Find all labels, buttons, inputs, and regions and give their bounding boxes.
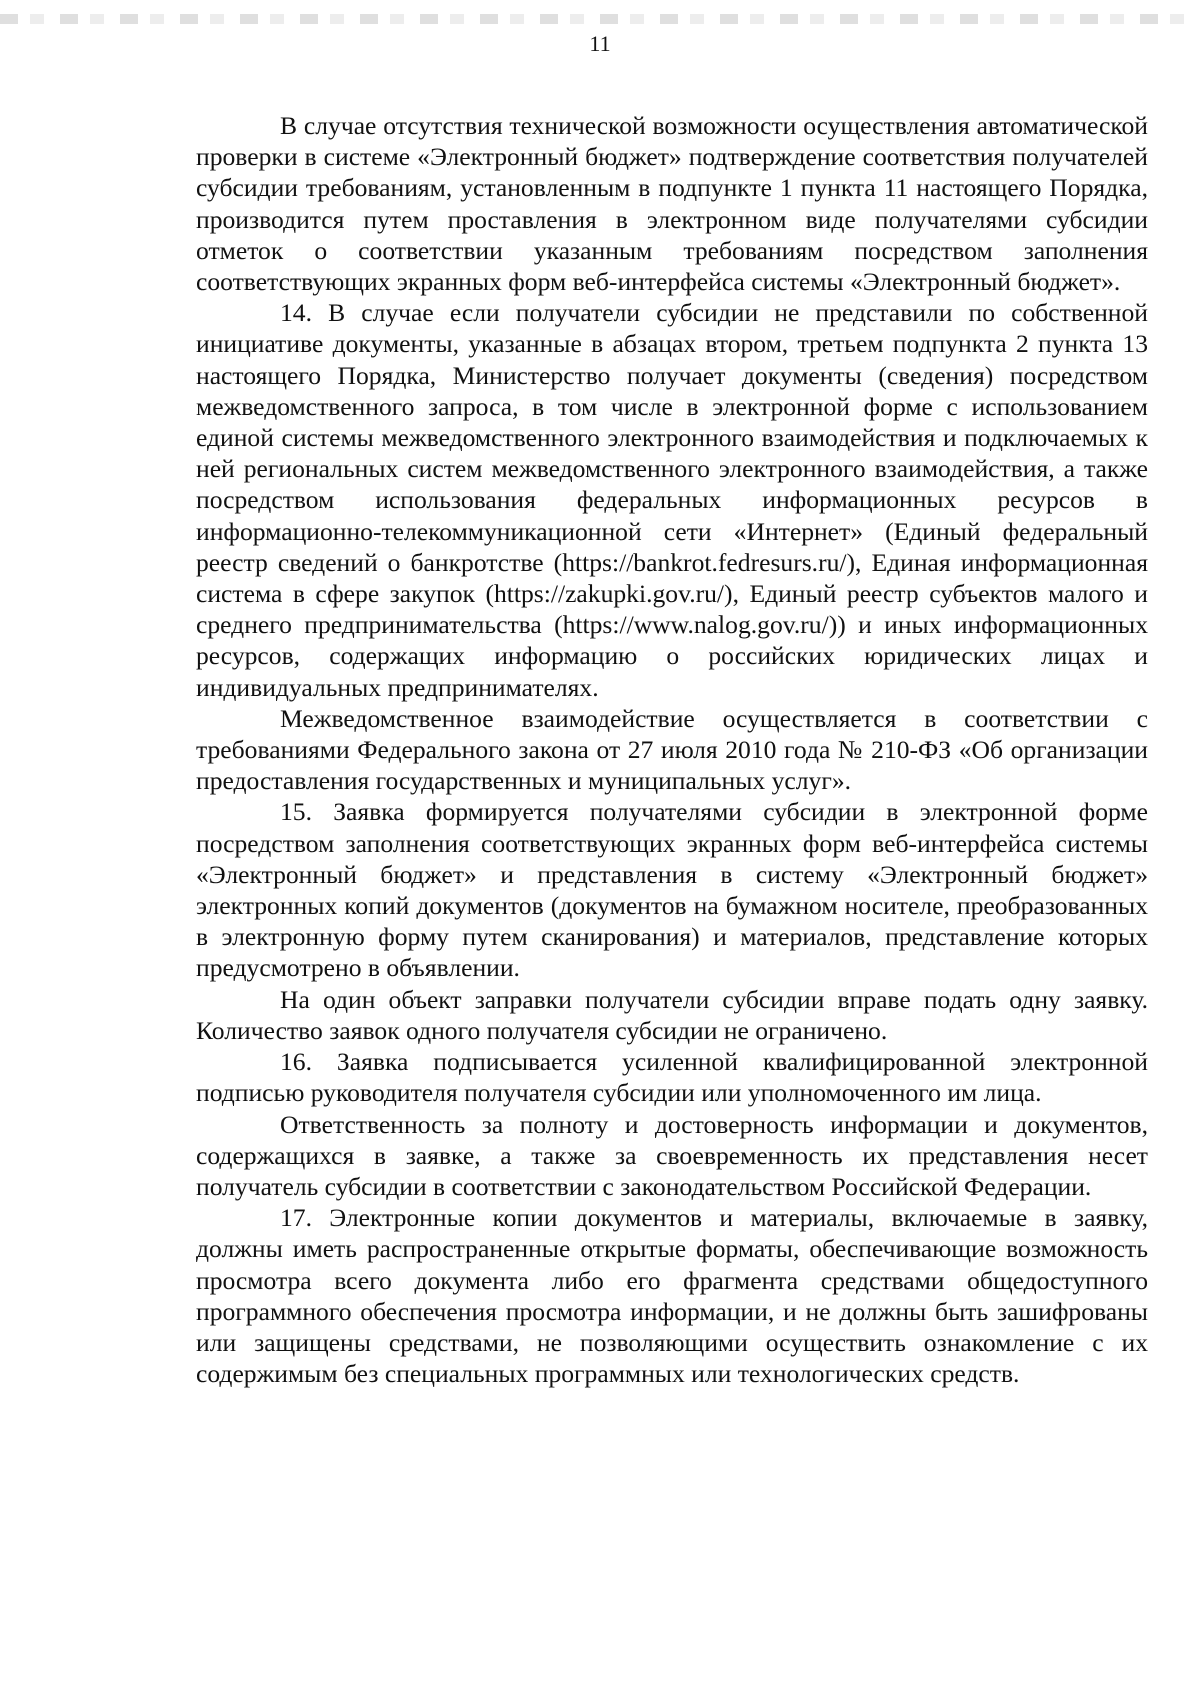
paragraph-16-signature: 16. Заявка подписывается усиленной квалифицированной электронной подписью руководителя получателя субсидии или уполномоченного им лица. — [196, 1047, 1148, 1108]
paragraph-17-file-formats: 17. Электронные копии документов и материалы, включаемые в заявку, должны иметь распространенные открытые форматы, обеспечивающие возможность просмотра всего документа либо его фрагмента средствами общедоступного программного обеспечения просмотра информации, и не должны быть зашифрованы или защищены средствами, не позволяющими осуществить ознакомление с их содержимым без специальных программных или технологических средств. — [196, 1203, 1148, 1389]
scan-edge-artifact — [0, 14, 1200, 24]
paragraph-electronic-budget-check: В случае отсутствия технической возможности осуществления автоматической проверки в системе «Электронный бюджет» подтверждение соответствия получателей субсидии требованиям, установленным в подпункте 1 пункта 11 настоящего Порядка, производится путем проставления в электронном виде получателями субсидии отметок о соответствии указанным требованиям посредством заполнения соответствующих экранных форм веб-интерфейса системы «Электронный бюджет». — [196, 111, 1148, 297]
paragraph-interagency-interaction: Межведомственное взаимодействие осуществляется в соответствии с требованиями Федерального закона от 27 июля 2010 года № 210-ФЗ «Об организации предоставления государственных и муниципальных услуг». — [196, 703, 1148, 796]
paragraph-14-interagency-request: 14. В случае если получатели субсидии не представили по собственной инициативе документы, указанные в абзацах втором, третьем подпункта 2 пункта 13 настоящего Порядка, Министерство получает документы (сведения) посредством межведомственного запроса, в том числе в электронной форме с использованием единой системы межведомственного электронного взаимодействия и подключаемых к ней региональных систем межведомственного электронного взаимодействия, а также посредством использования федеральных информационных ресурсов в информационно-телекоммуникационной сети «Интернет» (Единый федеральный реестр сведений о банкротстве (https://bankrot.fedresurs.ru/), Единая информационная система в сфере закупок (https://zakupki.gov.ru/), Единый реестр субъектов малого и среднего предпринимательства (https://www.nalog.gov.ru/)) и иных информационных ресурсов, содержащих информацию о российских юридических лицах и индивидуальных предпринимателях. — [196, 298, 1148, 702]
page-number: 11 — [589, 31, 611, 56]
document-body — [196, 110, 1148, 1389]
paragraph-responsibility: Ответственность за полноту и достоверность информации и документов, содержащихся в заявке, а также за своевременность их представления несет получатель субсидии в соответствии с законодательством Российской Федерации. — [196, 1109, 1148, 1201]
paragraph-15-application-formation: 15. Заявка формируется получателями субсидии в электронной форме посредством заполнения соответствующих экранных форм веб-интерфейса системы «Электронный бюджет» и представления в систему «Электронный бюджет» электронных копий документов (документов на бумажном носителе, преобразованных в электронную форму путем сканирования) и материалов, представление которых предусмотрено в объявлении. — [196, 797, 1148, 983]
paragraph-one-application-per-object: На один объект заправки получатели субсидии вправе подать одну заявку. Количество заявок одного получателя субсидии не ограничено. — [196, 984, 1148, 1045]
